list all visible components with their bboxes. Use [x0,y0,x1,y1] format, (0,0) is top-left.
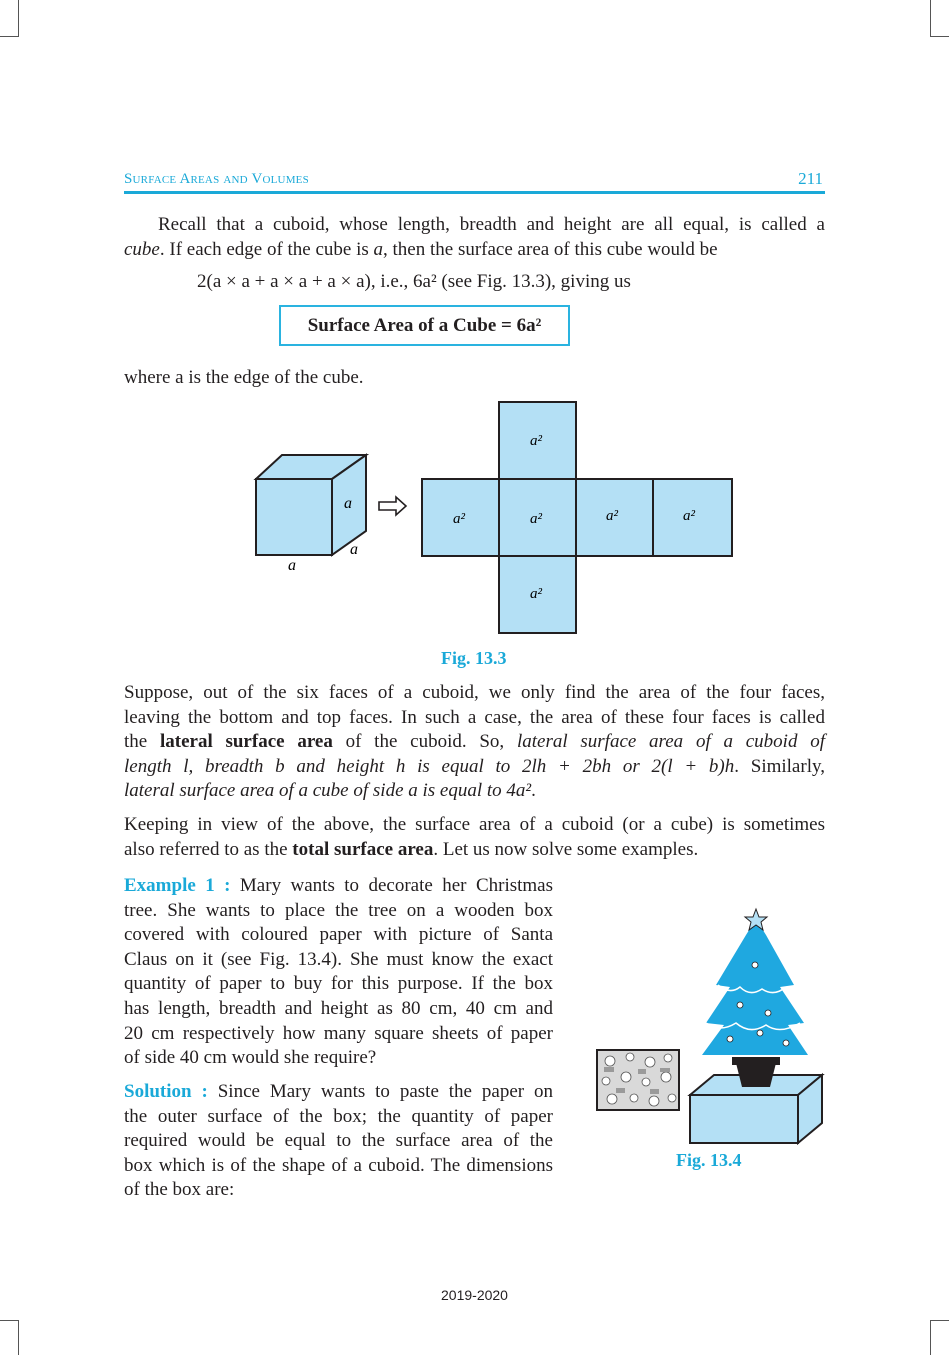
crop-mark [930,36,949,37]
intro-text: , then the surface area of this cube would be [383,239,718,260]
crop-mark [0,36,19,37]
italic-text: lateral surface area of a cube of side a is equal to 4a² [124,780,532,802]
term-lateral-surface-area: lateral surface area [159,731,333,753]
text: of the cuboid. So, [332,731,517,753]
text: covered with coloured paper with picture of Santa [124,924,553,946]
text: tree. She wants to place the tree on a wooden box [124,899,553,921]
solution-line [124,1080,553,1105]
net-face-label: a² [530,586,542,602]
net-face-label: a² [453,511,465,527]
text: has length, breadth and height as 80 cm, 40 cm and [124,997,553,1019]
net-face-label: a² [683,508,695,524]
solution-line [124,1178,553,1203]
text: of side 40 cm would she require? [124,1047,377,1069]
chapter-title: Surface Areas and Volumes [124,171,309,187]
text: required would be equal to the surface area of the [124,1130,553,1152]
text: of the box are: [124,1179,235,1201]
lateral-line-3 [124,730,825,755]
text: . Similarly, [734,755,825,777]
santa-paper-icon [597,1050,679,1110]
total-line-2 [124,838,825,863]
var-a: a [373,239,384,260]
where-line [124,366,364,391]
net-face-label: a² [606,508,618,524]
solution-line [124,1129,553,1154]
example-line [124,948,553,973]
solution [124,1080,553,1203]
term-cube: cube [124,239,160,260]
solution-line [124,1154,553,1179]
crop-mark [18,0,19,36]
text: quantity of paper to buy for this purpose. If the box [124,973,553,995]
page-number: 211 [798,169,823,188]
example-line [124,874,553,899]
text: Since Mary wants to paste the paper on [207,1081,553,1102]
fig-13-4-caption: Fig. 13.4 [676,1150,742,1170]
text: Keeping in view of the above, the surface area of a cuboid (or a cube) is sometimes [124,814,825,835]
cube-height-label: a [344,495,352,512]
text: . Let us now solve some examples. [433,838,699,860]
boxed-formula-text: Surface Area of a Cube = 6a² [307,315,542,336]
example-label: Example 1 : [124,875,231,896]
text: Mary wants to decorate her Christmas [230,875,554,896]
figure-13-3 [240,395,740,640]
formula-text: 2(a × a + a × a + a × a), i.e., 6a² (see Fig. 13.3), giving us [197,271,631,292]
example-line [124,997,553,1022]
fig-13-3-caption: Fig. 13.3 [441,648,507,668]
cube-depth-label: a [350,541,358,558]
cube-width-label: a [288,557,296,574]
example-line [124,1022,553,1047]
intro-paragraph [124,213,825,238]
lateral-line-1 [124,681,825,706]
text: the outer surface of the box; the quantity of paper [124,1105,553,1127]
italic-text: length l, breadth b and height h is equal to 2lh + 2bh or 2(l + b)h [124,755,735,777]
text: 20 cm respectively how many square sheets of paper [124,1022,553,1044]
example-1 [124,874,553,1071]
solution-label: Solution : [124,1081,208,1102]
italic-text: lateral surface area of a cuboid of [516,731,825,753]
intro-text: . If each edge of the cube is [159,239,374,260]
crop-mark [930,1320,931,1355]
text: box which is of the shape of a cuboid. The dimensions [124,1154,553,1176]
intro-line-1: Recall that a cuboid, whose length, breadth and height are all equal, is called a [158,214,825,235]
intro-line-2 [124,238,825,263]
lateral-line-4 [124,755,825,780]
example-line [124,1046,553,1071]
text: Suppose, out of the six faces of a cuboid, we only find the area of the four faces, [124,682,825,703]
example-line [124,899,553,924]
lateral-line-5 [124,779,825,804]
text: leaving the bottom and top faces. In such a case, the area of these four faces is called [124,706,825,728]
text: . [531,780,536,802]
boxed-formula [279,305,570,346]
formula-line [197,270,631,295]
arrow-icon [379,497,406,515]
footer-year: 2019-2020 [441,1287,508,1303]
figure-13-4 [590,905,830,1145]
solution-line [124,1105,553,1130]
text: Claus on it (see Fig. 13.4). She must know the exact [124,948,553,970]
running-header [124,169,825,191]
crop-mark [930,0,931,36]
example-line [124,923,553,948]
lateral-line-2 [124,706,825,731]
where-text: where a is the edge of the cube. [124,367,364,388]
net-face-label: a² [530,511,542,527]
net-face-label: a² [530,433,542,449]
text: also referred to as the [124,838,293,860]
text: the [124,731,160,753]
lateral-paragraph [124,681,825,804]
header-rule [124,191,825,194]
christmas-tree-icon [702,909,808,1087]
term-total-surface-area: total surface area [292,838,434,860]
crop-mark [0,1320,19,1321]
total-paragraph [124,813,825,862]
crop-mark [930,1320,949,1321]
crop-mark [18,1320,19,1355]
total-line-1 [124,813,825,838]
example-line [124,972,553,997]
